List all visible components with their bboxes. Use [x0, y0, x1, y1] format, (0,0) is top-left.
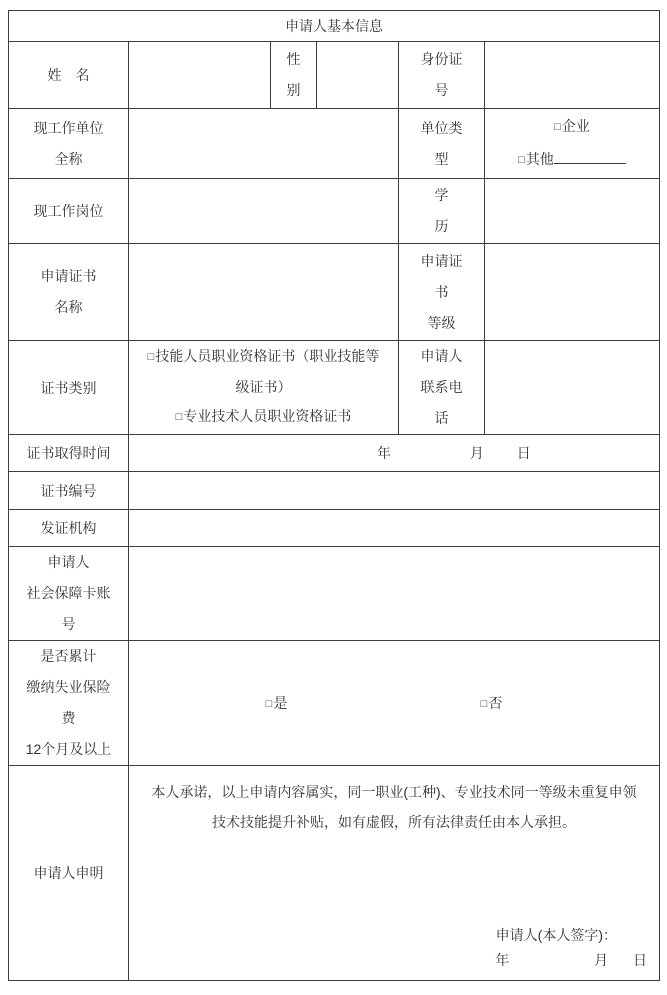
company-option-label: 企业	[561, 117, 590, 134]
checkbox-option-professional-cert[interactable]	[129, 402, 398, 433]
checkbox-icon[interactable]: □	[554, 120, 561, 133]
label-issuer: 发证机构	[9, 510, 129, 547]
cert-number-input-cell[interactable]	[129, 472, 660, 510]
cert-name-input-cell[interactable]	[129, 244, 399, 341]
label-cert-name: 申请证书 名称	[9, 244, 129, 341]
checkbox-icon[interactable]: □	[480, 698, 488, 710]
checkbox-icon[interactable]: □	[175, 411, 183, 423]
cert-level-input-cell[interactable]	[485, 244, 660, 341]
checkbox-icon[interactable]: □	[265, 698, 273, 710]
label-insurance: 是否累计 缴纳失业保险 费 12个月及以上	[9, 641, 129, 766]
name-input-cell[interactable]	[129, 42, 271, 109]
insurance-options-cell	[129, 641, 660, 766]
checkbox-option-other[interactable]	[485, 144, 659, 177]
label-cert-number: 证书编号	[9, 472, 129, 510]
yes-option-label: 是	[273, 695, 288, 711]
professional-cert-option-label: 专业技术人员职业资格证书	[183, 408, 352, 424]
signature-month-label: 月	[594, 952, 609, 968]
skill-cert-option-label: 技能人员职业资格证书（职业技能等	[155, 348, 380, 364]
label-employer-name: 现工作单位 全称	[9, 109, 129, 179]
id-number-input-cell[interactable]	[485, 42, 660, 109]
cert-date-line	[129, 443, 659, 463]
label-phone: 申请人 联系电 话	[399, 341, 485, 435]
declaration-content	[129, 766, 659, 980]
year-label: 年	[377, 445, 391, 461]
employer-name-input-cell[interactable]	[129, 109, 399, 179]
form-title: 申请人基本信息	[9, 11, 660, 42]
label-education: 学 历	[399, 179, 485, 244]
skill-cert-option-continued: 级证书）	[235, 379, 292, 395]
label-employer-type: 单位类 型	[399, 109, 485, 179]
checkbox-option-skill-cert[interactable]	[129, 342, 398, 373]
gender-input-cell[interactable]	[317, 42, 399, 109]
other-fill-line[interactable]	[554, 160, 626, 164]
label-current-position: 现工作岗位	[9, 179, 129, 244]
checkbox-icon[interactable]: □	[518, 153, 525, 166]
insurance-options	[129, 693, 659, 713]
day-label: 日	[516, 445, 531, 461]
label-cert-date: 证书取得时间	[9, 435, 129, 472]
month-label: 月	[469, 445, 484, 461]
signature-label[interactable]: 申请人(本人签字)：	[495, 927, 617, 943]
cert-type-options-cell	[129, 341, 399, 435]
other-option-label: 其他	[525, 150, 554, 167]
signature-year-label: 年	[495, 952, 510, 968]
education-input-cell[interactable]	[485, 179, 660, 244]
label-gender: 性 别	[271, 42, 317, 109]
label-social-security-card: 申请人 社会保障卡账 号	[9, 547, 129, 641]
current-position-input-cell[interactable]	[129, 179, 399, 244]
checkbox-option-no[interactable]	[481, 693, 503, 713]
social-security-card-input-cell[interactable]	[129, 547, 660, 641]
checkbox-icon[interactable]: □	[147, 351, 155, 363]
applicant-form-table	[8, 10, 660, 981]
label-name: 姓 名	[9, 42, 129, 109]
cert-date-input-cell[interactable]	[129, 435, 660, 472]
no-option-label: 否	[488, 695, 503, 711]
declaration-cell	[129, 766, 660, 981]
employer-type-options-cell	[485, 109, 660, 179]
signature-day-label: 日	[633, 952, 647, 968]
label-cert-level: 申请证 书 等级	[399, 244, 485, 341]
declaration-text: 本人承诺，以上申请内容属实，同一职业(工种)、专业技术同一等级未重复申领 技术技能提升补贴，如有虚假，所有法律责任由本人承担。	[151, 784, 637, 830]
checkbox-option-company[interactable]	[485, 111, 659, 144]
checkbox-option-yes[interactable]	[266, 693, 288, 713]
label-cert-type: 证书类别	[9, 341, 129, 435]
issuer-input-cell[interactable]	[129, 510, 660, 547]
signature-date-line[interactable]	[129, 949, 659, 980]
phone-input-cell[interactable]	[485, 341, 660, 435]
label-declaration: 申请人申明	[9, 766, 129, 981]
label-id-number: 身份证 号	[399, 42, 485, 109]
